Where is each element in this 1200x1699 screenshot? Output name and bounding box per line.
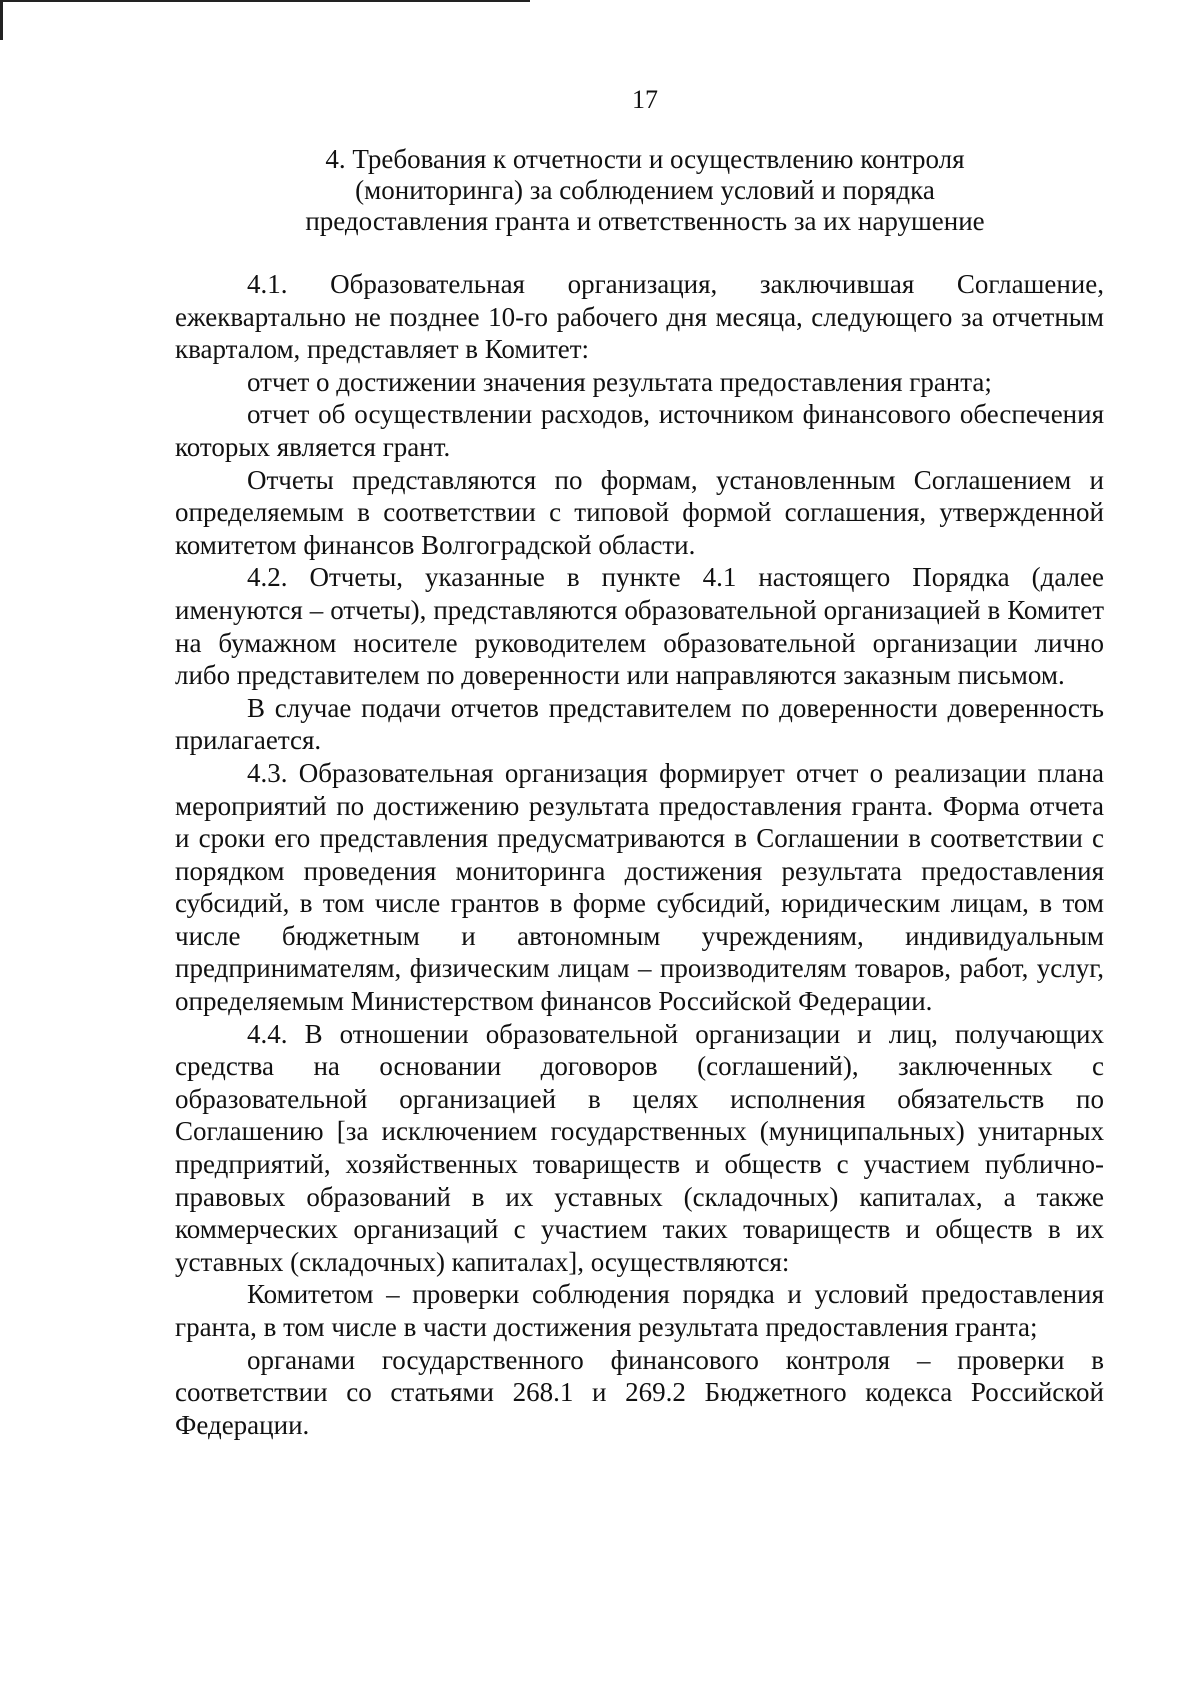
paragraph-4-2: 4.2. Отчеты, указанные в пункте 4.1 настоящего Порядка (далее именуются – отчеты), представляются образовательной организацией в Комитет на бумажном носителе руководителем образовательной организации лично либо представителем по доверенности или направляются заказным письмом.: [175, 562, 1104, 691]
paragraph-list-item: органами государственного финансового контроля – проверки в соответствии со статьями 268.1 и 269.2 Бюджетного кодекса Российской Федерации.: [175, 1344, 1104, 1440]
section-title: [255, 144, 1035, 237]
paragraph-4-4: 4.4. В отношении образовательной организации и лиц, получающих средства на основании договоров (соглашений), заключенных с образовательной организацией в целях исполнения обязательств по Соглашению [за исключением государственных (муниципальных) унитарных предприятий, хозяйственных товариществ и обществ с участием публично-правовых образований в их уставных (складочных) капиталах, а также коммерческих организаций с участием таких товариществ и обществ в их уставных (складочных) капиталах], осуществляются:: [175, 1018, 1104, 1277]
section-title-line: 4. Требования к отчетности и осуществлению контроля: [325, 144, 965, 174]
page-number: 17: [632, 85, 658, 114]
paragraph-list-item: отчет о достижении значения результата предоставления гранта;: [247, 366, 992, 397]
paragraph-4-3: 4.3. Образовательная организация формирует отчет о реализации плана мероприятий по достижению результата предоставления гранта. Форма отчета и сроки его представления предусматриваются в Соглашении в соответствии с порядком проведения мониторинга достижения результата предоставления субсидий, в том числе грантов в форме субсидий, юридическим лицам, в том числе бюджетным и автономным учреждениям, индивидуальным предпринимателям, физическим лицам – производителям товаров, работ, услуг, определяемым Министерством финансов Российской Федерации.: [175, 757, 1104, 1017]
paragraph: В случае подачи отчетов представителем по доверенности доверенность прилагается.: [175, 692, 1104, 756]
paragraph-list-item: Комитетом – проверки соблюдения порядка и условий предоставления гранта, в том числе в части достижения результата предоставления гранта;: [175, 1279, 1104, 1342]
section-title-line: (мониторинга) за соблюдением условий и порядка: [355, 175, 935, 205]
paragraph-list-item: отчет об осуществлении расходов, источником финансового обеспечения которых является грант.: [175, 399, 1104, 462]
paragraph-4-1: 4.1. Образовательная организация, заключившая Соглашение, ежеквартально не позднее 10-го рабочего дня месяца, следующего за отчетным кварталом, представляет в Комитет:: [175, 269, 1104, 365]
scan-edge-left: [0, 0, 3, 40]
scan-edge-top: [0, 0, 530, 2]
document-body: [175, 268, 1104, 1441]
paragraph: Отчеты представляются по формам, установленным Соглашением и определяемым в соответствии с типовой формой соглашения, утвержденной комитетом финансов Волгоградской области.: [175, 464, 1104, 560]
section-title-line: предоставления гранта и ответственность за их нарушение: [305, 206, 985, 236]
